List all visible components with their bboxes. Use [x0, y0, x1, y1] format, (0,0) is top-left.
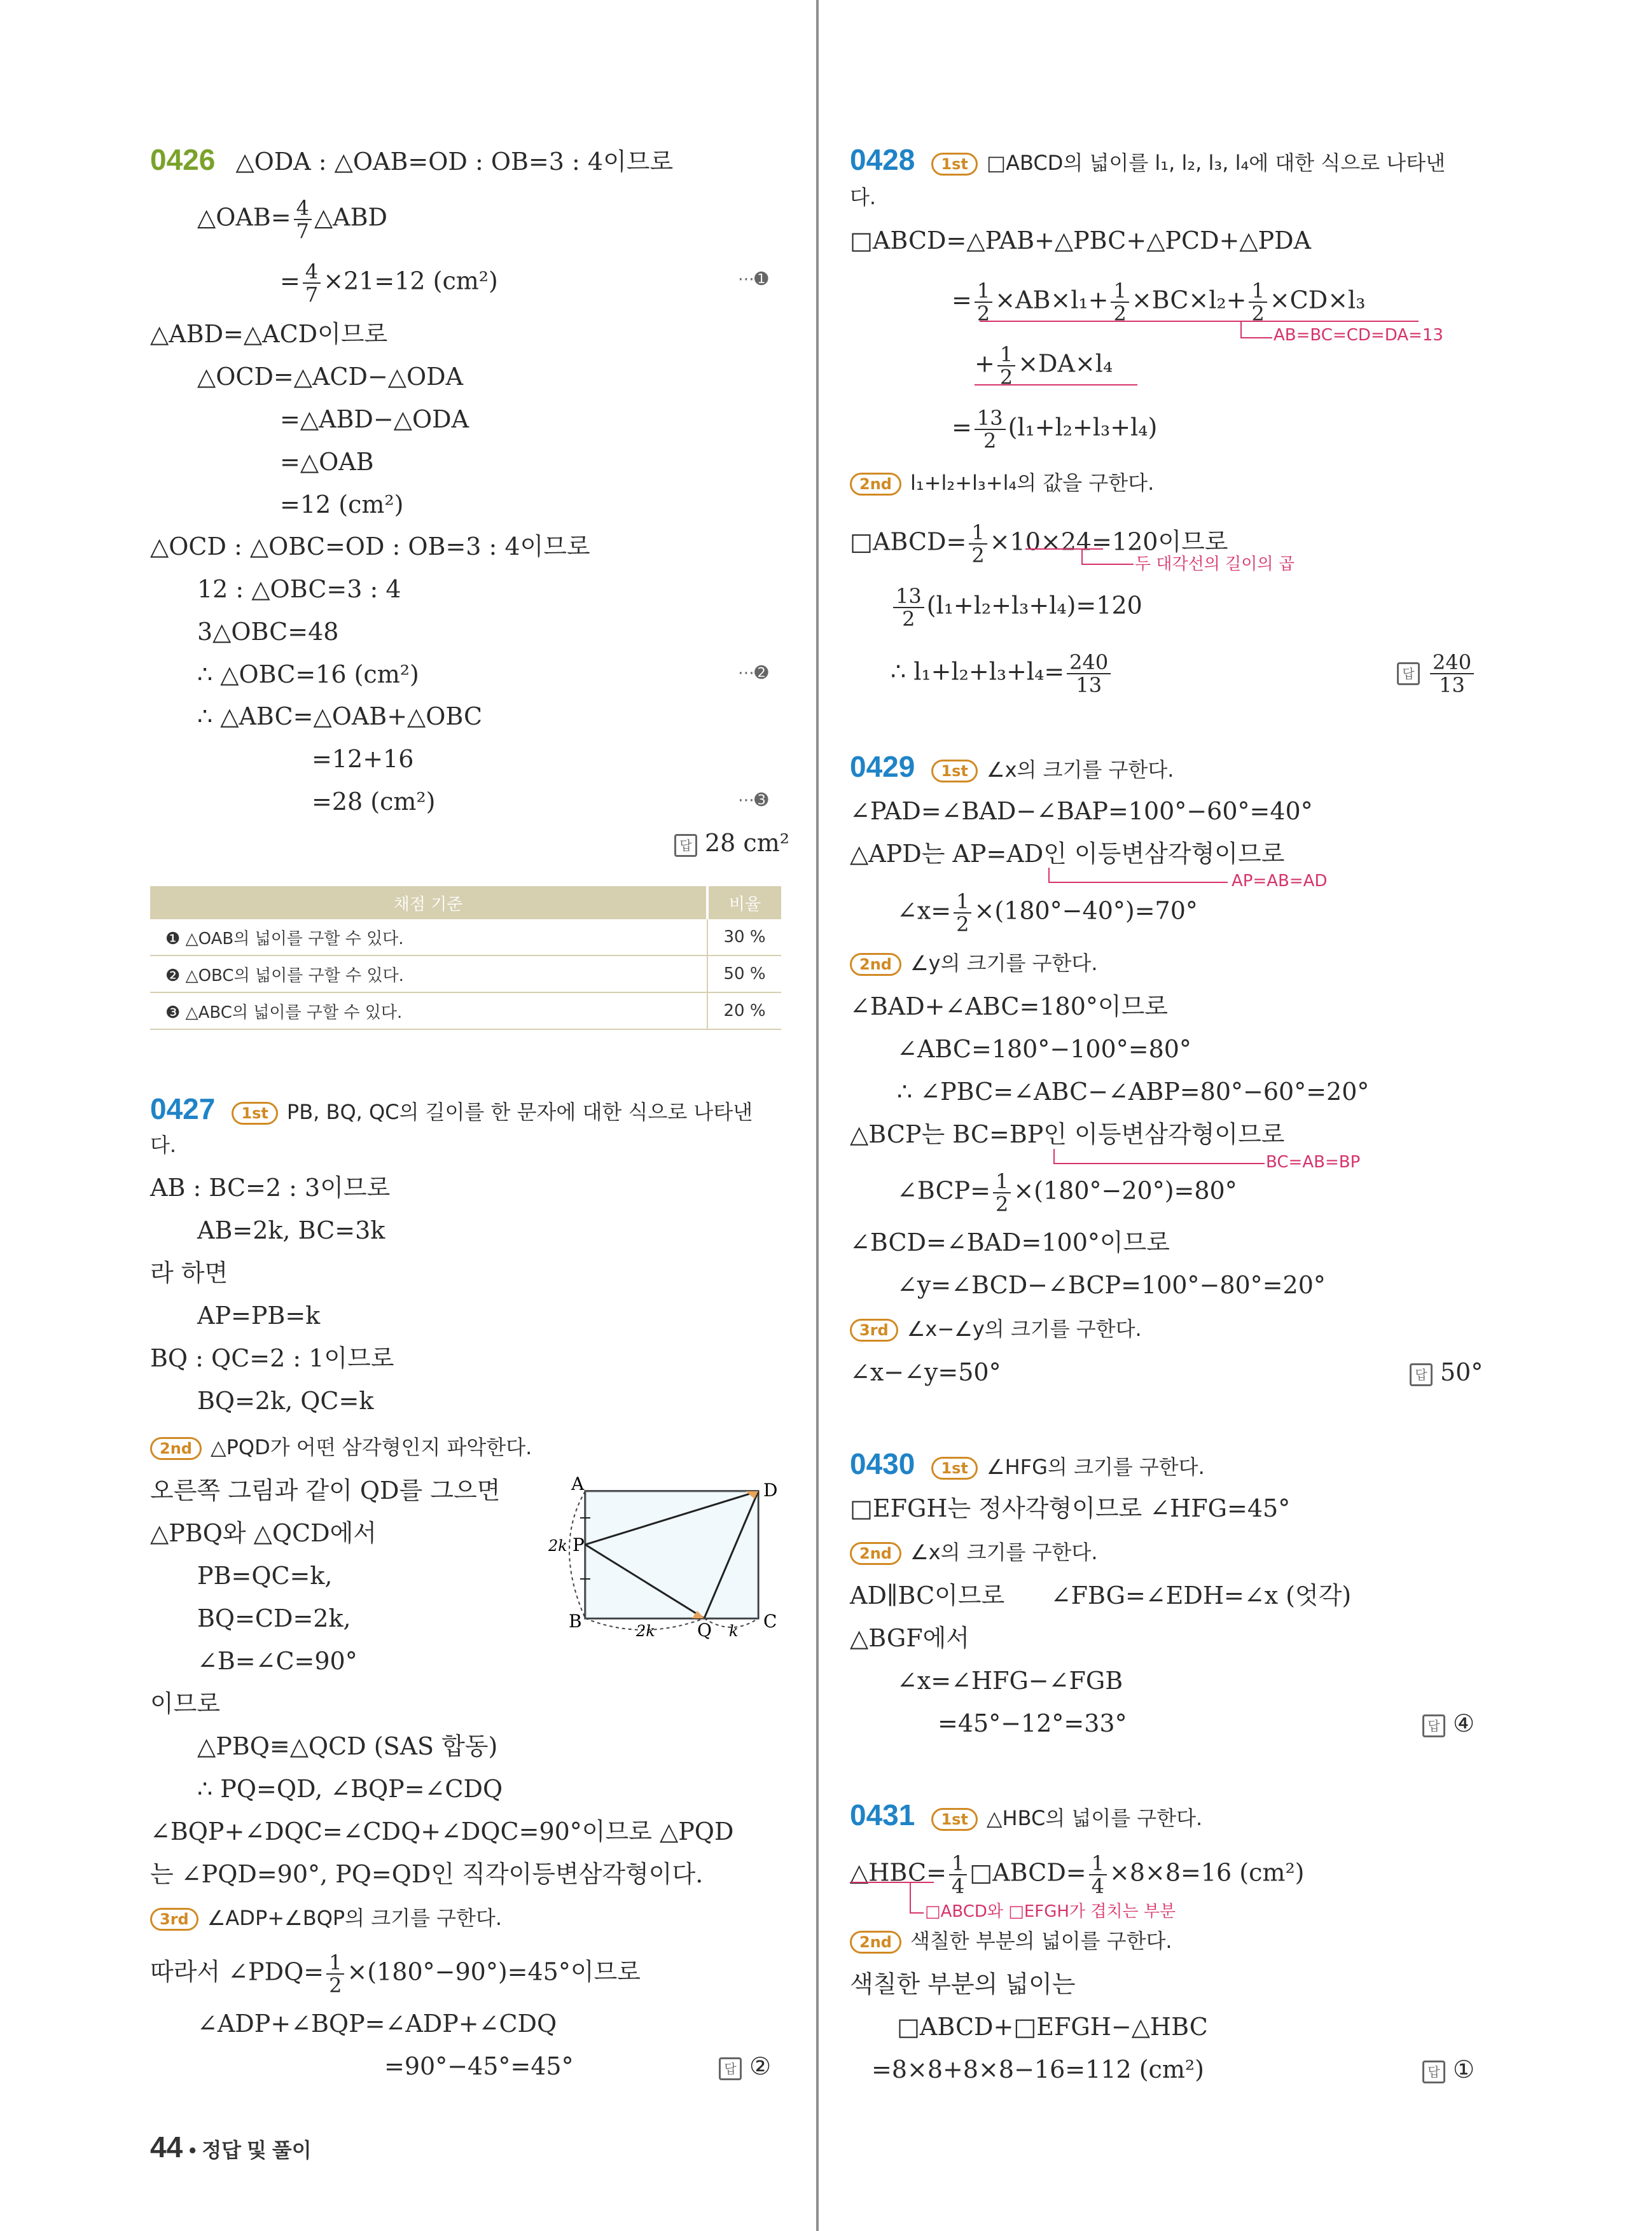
line: △BCP는 BC=BP인 이등변삼각형이므로: [850, 1120, 1285, 1148]
text: ∴ l₁+l₂+l₃+l₄=: [891, 657, 1065, 686]
text: ×(180°−90°)=45°이므로: [347, 1957, 641, 1986]
text: △HBC=: [850, 1858, 947, 1887]
step-marker-2: ⋯➋: [738, 664, 768, 683]
line: [280, 261, 498, 305]
denominator: 4: [1091, 1874, 1104, 1898]
line: [150, 1901, 502, 1934]
numerator: 1: [326, 1952, 344, 1975]
text: △ODA : △OAB=OD : OB=3 : 4이므로: [235, 148, 674, 176]
answer: [1422, 2054, 1475, 2085]
numerator: 1: [1249, 280, 1267, 303]
step-text: ∠HFG의 크기를 구한다.: [986, 1455, 1205, 1479]
line: [850, 1799, 1202, 1834]
grading-table: [150, 886, 781, 1030]
fraction: [975, 280, 992, 324]
denominator: 7: [305, 282, 319, 307]
label-2k-side: 2k: [548, 1537, 567, 1555]
line: [850, 144, 1445, 179]
fraction: [1067, 651, 1111, 696]
line: =8×8+8×8−16=112 (cm²): [871, 2055, 1204, 2083]
text: ×21=12 (cm²): [323, 267, 498, 295]
answer-icon: 답: [719, 2057, 742, 2080]
note-bracket: [1053, 1149, 1265, 1164]
criteria-cell: ❸ △ABC의 넓이를 구할 수 있다.: [150, 992, 707, 1029]
note-bracket: [1240, 322, 1272, 338]
line: ∴ △ABC=△OAB+△OBC: [197, 702, 483, 730]
numerator: 240: [1067, 651, 1111, 674]
numerator: 1: [949, 1852, 967, 1875]
line: [850, 1535, 1098, 1568]
denominator: 2: [999, 365, 1013, 389]
step-text: △PQD가 어떤 삼각형인지 파악한다.: [210, 1435, 532, 1459]
line: ∠y=∠BCD−∠BCP=100°−80°=20°: [897, 1271, 1326, 1299]
numerator: 1: [969, 522, 987, 545]
line: 이므로: [150, 1690, 221, 1718]
step-text: ∠y의 크기를 구한다.: [910, 951, 1098, 975]
text: 따라서 ∠PDQ=: [150, 1957, 324, 1986]
line: 3△OBC=48: [197, 618, 339, 646]
label-p: P: [573, 1534, 585, 1555]
text: ×8×8=16 (cm²): [1109, 1858, 1305, 1887]
page-number: 44: [150, 2130, 183, 2164]
line: =12+16: [312, 745, 414, 773]
criteria-cell: ❶ △OAB의 넓이를 구할 수 있다.: [150, 919, 707, 956]
note: AB=BC=CD=DA=13: [1274, 326, 1443, 345]
column-divider: [816, 0, 819, 2231]
problem-number: 0428: [850, 143, 915, 176]
line: △ABD=△ACD이므로: [150, 320, 388, 348]
line: [850, 946, 1098, 979]
denominator: 7: [296, 219, 309, 243]
text: △ABD: [314, 203, 388, 232]
table-row: [150, 956, 781, 992]
line: [150, 144, 673, 177]
line: ∠BCD=∠BAD=100°이므로: [850, 1228, 1170, 1256]
step-badge-1st: 1st: [931, 760, 977, 782]
table-header: [150, 886, 781, 919]
numerator: 1: [954, 891, 971, 914]
text: ×BC×l₂+: [1131, 286, 1247, 314]
problem-number: 0426: [150, 143, 216, 176]
problem-number: 0427: [150, 1092, 216, 1125]
step-badge-2nd: 2nd: [850, 953, 901, 976]
fraction: [969, 522, 987, 566]
footer-title: • 정답 및 풀이: [189, 2139, 312, 2162]
line: ∠B=∠C=90°: [197, 1647, 357, 1675]
fraction: [975, 407, 1006, 452]
text: =: [952, 286, 972, 314]
numerator: 240: [1430, 651, 1474, 674]
line: ∴ △OBC=16 (cm²): [197, 660, 419, 688]
line: =△ABD−△ODA: [280, 405, 469, 433]
line: [150, 1430, 532, 1463]
line: [952, 280, 1365, 324]
denominator: 2: [983, 429, 997, 453]
line: [891, 651, 1113, 696]
step-badge-3rd: 3rd: [150, 1908, 198, 1931]
fraction: [294, 197, 312, 242]
denominator: 13: [1439, 673, 1465, 697]
answer-icon: 답: [1410, 1363, 1433, 1386]
denominator: 2: [976, 302, 990, 326]
numerator: 1: [1089, 1852, 1107, 1875]
table-row: [150, 992, 781, 1029]
fraction: [326, 1952, 344, 1996]
line: [150, 1093, 753, 1128]
answer-value: 50°: [1440, 1358, 1483, 1386]
answer-icon: 답: [1422, 1714, 1445, 1737]
line: □ABCD+□EFGH−△HBC: [897, 2013, 1208, 2041]
problem-number: 0429: [850, 750, 915, 783]
line: 다.: [150, 1133, 177, 1157]
answer: [1422, 1707, 1475, 1739]
step-marker-3: ⋯➌: [738, 791, 768, 810]
answer-icon: 답: [1422, 2061, 1445, 2083]
answer: [1397, 651, 1476, 696]
step-badge-1st: 1st: [232, 1102, 277, 1125]
line: [850, 1312, 1142, 1345]
step-badge-1st: 1st: [931, 153, 977, 176]
line: 12 : △OBC=3 : 4: [197, 575, 401, 603]
note-bracket: [910, 1883, 924, 1914]
fraction: [954, 891, 971, 935]
text: □ABCD=: [850, 527, 967, 556]
step-badge-1st: 1st: [931, 1808, 977, 1831]
line: 색칠한 부분의 넓이는: [850, 1970, 1076, 1998]
step-text: △HBC의 넓이를 구한다.: [986, 1806, 1203, 1830]
line: AD∥BC이므로 ∠FBG=∠EDH=∠x (엇각): [850, 1581, 1352, 1609]
underline: [980, 321, 1419, 322]
step-text: PB, BQ, QC의 길이를 한 문자에 대한 식으로 나타낸: [286, 1100, 753, 1124]
step-text: □ABCD의 넓이를 l₁, l₂, l₃, l₄에 대한 식으로 나타낸: [986, 151, 1446, 175]
answer: [1410, 1356, 1483, 1388]
line: □EFGH는 정사각형이므로 ∠HFG=45°: [850, 1494, 1291, 1522]
label-d: D: [763, 1480, 778, 1501]
line: ∠PAD=∠BAD−∠BAP=100°−60°=40°: [850, 797, 1313, 825]
line: =90°−45°=45°: [384, 2052, 574, 2080]
note: 두 대각선의 길이의 곱: [1135, 555, 1295, 574]
text: ×(180°−20°)=80°: [1013, 1176, 1237, 1205]
answer-value: 28 cm²: [705, 829, 789, 857]
step-badge-2nd: 2nd: [150, 1437, 202, 1460]
line: AB : BC=2 : 3이므로: [150, 1174, 391, 1202]
fraction: [1089, 1852, 1107, 1897]
line: ∠BQP+∠DQC=∠CDQ+∠DQC=90°이므로 △PQD: [150, 1817, 734, 1845]
note-bracket: [1048, 868, 1228, 883]
line: [897, 891, 1198, 935]
line: [150, 1952, 641, 1996]
label-k: k: [729, 1622, 739, 1640]
line: BQ : QC=2 : 1이므로: [150, 1344, 394, 1372]
fraction: [1111, 280, 1128, 324]
line: △PBQ≡△QCD (SAS 합동): [197, 1732, 498, 1760]
line: ∠ABC=180°−100°=80°: [897, 1035, 1191, 1063]
line: ∠ADP+∠BQP=∠ADP+∠CDQ: [197, 2010, 557, 2038]
text: ×CD×l₃: [1269, 286, 1366, 314]
line: 다.: [850, 185, 877, 209]
fraction: [993, 1171, 1011, 1215]
line: 는 ∠PQD=90°, PQ=QD인 직각이등변삼각형이다.: [150, 1860, 704, 1888]
denominator: 2: [1113, 302, 1127, 326]
step-badge-2nd: 2nd: [850, 473, 901, 496]
fraction: [303, 261, 321, 305]
numerator: 1: [997, 344, 1015, 366]
line: □ABCD=△PAB+△PBC+△PCD+△PDA: [850, 226, 1312, 254]
line: ∠BAD+∠ABC=180°이므로: [850, 992, 1168, 1020]
line: =12 (cm²): [280, 490, 404, 518]
line: [850, 1924, 1172, 1957]
line: [897, 1171, 1237, 1215]
numerator: 1: [993, 1171, 1011, 1193]
denominator: 13: [1076, 673, 1102, 697]
line: △BGF에서: [850, 1624, 969, 1652]
line: ∠x−∠y=50°: [850, 1358, 1001, 1386]
problem-number: 0430: [850, 1447, 915, 1480]
line: AP=PB=k: [197, 1302, 321, 1330]
text: +: [975, 349, 995, 378]
answer: [719, 2050, 771, 2082]
denominator: 2: [1251, 302, 1265, 326]
text: △OAB=: [197, 203, 291, 232]
numerator: 4: [294, 197, 312, 220]
answer-fraction: [1430, 651, 1474, 696]
criteria-cell: ❷ △OBC의 넓이를 구할 수 있다.: [150, 956, 707, 992]
step-text: ∠x−∠y의 크기를 구한다.: [906, 1317, 1142, 1341]
text: ∠x=: [897, 896, 952, 925]
answer-value: ①: [1453, 2055, 1475, 2083]
page-footer: [150, 2130, 312, 2164]
step-badge-1st: 1st: [931, 1457, 977, 1480]
line: BQ=CD=2k,: [197, 1604, 351, 1632]
line: ∠x=∠HFG−∠FGB: [897, 1667, 1123, 1695]
note: BC=AB=BP: [1266, 1153, 1361, 1172]
note-bracket: [1081, 550, 1134, 565]
line: [850, 1448, 1205, 1483]
line: [197, 197, 387, 242]
note: □ABCD와 □EFGH가 겹치는 부분: [925, 1902, 1176, 1921]
text: ×10×24=120이므로: [989, 527, 1228, 556]
denominator: 2: [995, 1192, 1009, 1216]
step-text: ∠ADP+∠BQP의 크기를 구한다.: [207, 1906, 503, 1930]
line: 오른쪽 그림과 같이 QD를 그으면: [150, 1477, 501, 1505]
denominator: 2: [329, 1973, 342, 1998]
numerator: 1: [975, 280, 992, 303]
step-marker-1: ⋯➊: [738, 270, 768, 289]
ratio-cell: 30 %: [707, 919, 781, 956]
line: BQ=2k, QC=k: [197, 1387, 374, 1415]
numerator: 13: [975, 407, 1006, 430]
line: ∴ PQ=QD, ∠BQP=∠CDQ: [197, 1775, 503, 1803]
line: =28 (cm²): [312, 788, 436, 816]
answer-icon: 답: [674, 834, 697, 857]
table-row: [150, 919, 781, 956]
line: △PBQ와 △QCD에서: [150, 1519, 377, 1547]
square-figure: [541, 1470, 789, 1641]
line: =45°−12°=33°: [938, 1709, 1127, 1737]
line: △OCD=△ACD−△ODA: [197, 363, 464, 391]
label-c: C: [763, 1611, 777, 1632]
header-criteria: 채점 기준: [150, 886, 707, 919]
step-text: l₁+l₂+l₃+l₄의 값을 구한다.: [910, 471, 1155, 495]
denominator: 2: [902, 607, 915, 631]
line: AB=2k, BC=3k: [197, 1216, 385, 1244]
line: 라 하면: [150, 1259, 228, 1287]
denominator: 2: [956, 912, 969, 936]
denominator: 4: [951, 1874, 965, 1898]
fraction: [1249, 280, 1267, 324]
text: ×AB×l₁+: [995, 286, 1109, 314]
label-2k-bottom: 2k: [636, 1622, 655, 1640]
step-text: ∠x의 크기를 구한다.: [986, 758, 1174, 782]
header-ratio: 비율: [707, 886, 781, 919]
text: ×(180°−40°)=70°: [974, 896, 1198, 925]
line: △APD는 AP=AD인 이등변삼각형이므로: [850, 840, 1285, 868]
answer-icon: 답: [1397, 662, 1420, 685]
text: (l₁+l₂+l₃+l₄)=120: [926, 591, 1142, 620]
text: =: [952, 413, 972, 441]
text: =: [280, 267, 300, 295]
text: □ABCD=: [969, 1858, 1086, 1887]
numerator: 4: [303, 261, 321, 284]
text: ∠BCP=: [897, 1176, 990, 1205]
line: [850, 466, 1154, 499]
underline: [975, 384, 1137, 386]
note: AP=AB=AD: [1232, 872, 1328, 891]
step-text: 색칠한 부분의 넓이를 구한다.: [910, 1929, 1172, 1953]
ratio-cell: 20 %: [707, 992, 781, 1029]
line: [850, 751, 1174, 786]
line: =△OAB: [280, 448, 374, 476]
step-badge-2nd: 2nd: [850, 1542, 901, 1565]
problem-number: 0431: [850, 1798, 915, 1831]
step-badge-2nd: 2nd: [850, 1931, 901, 1954]
answer-value: ④: [1453, 1709, 1475, 1737]
answer-value: ②: [749, 2052, 772, 2080]
text: ×DA×l₄: [1018, 349, 1113, 378]
denominator: 2: [971, 543, 985, 567]
answer: [674, 827, 789, 859]
step-badge-3rd: 3rd: [850, 1319, 898, 1342]
label-b: B: [569, 1611, 582, 1632]
line: △OCD : △OBC=OD : OB=3 : 4이므로: [150, 532, 590, 560]
numerator: 13: [893, 585, 924, 608]
fraction: [997, 344, 1015, 388]
line: PB=QC=k,: [197, 1562, 333, 1590]
label-a: A: [571, 1473, 585, 1494]
ratio-cell: 50 %: [707, 956, 781, 992]
line: [975, 344, 1113, 388]
fraction: [949, 1852, 967, 1897]
line: [891, 585, 1142, 630]
fraction: [893, 585, 924, 630]
step-text: ∠x의 크기를 구한다.: [910, 1540, 1098, 1564]
numerator: 1: [1111, 280, 1128, 303]
line: ∴ ∠PBC=∠ABC−∠ABP=80°−60°=20°: [897, 1078, 1370, 1106]
text: (l₁+l₂+l₃+l₄): [1008, 413, 1158, 441]
label-q: Q: [697, 1620, 712, 1641]
line: [952, 407, 1157, 452]
